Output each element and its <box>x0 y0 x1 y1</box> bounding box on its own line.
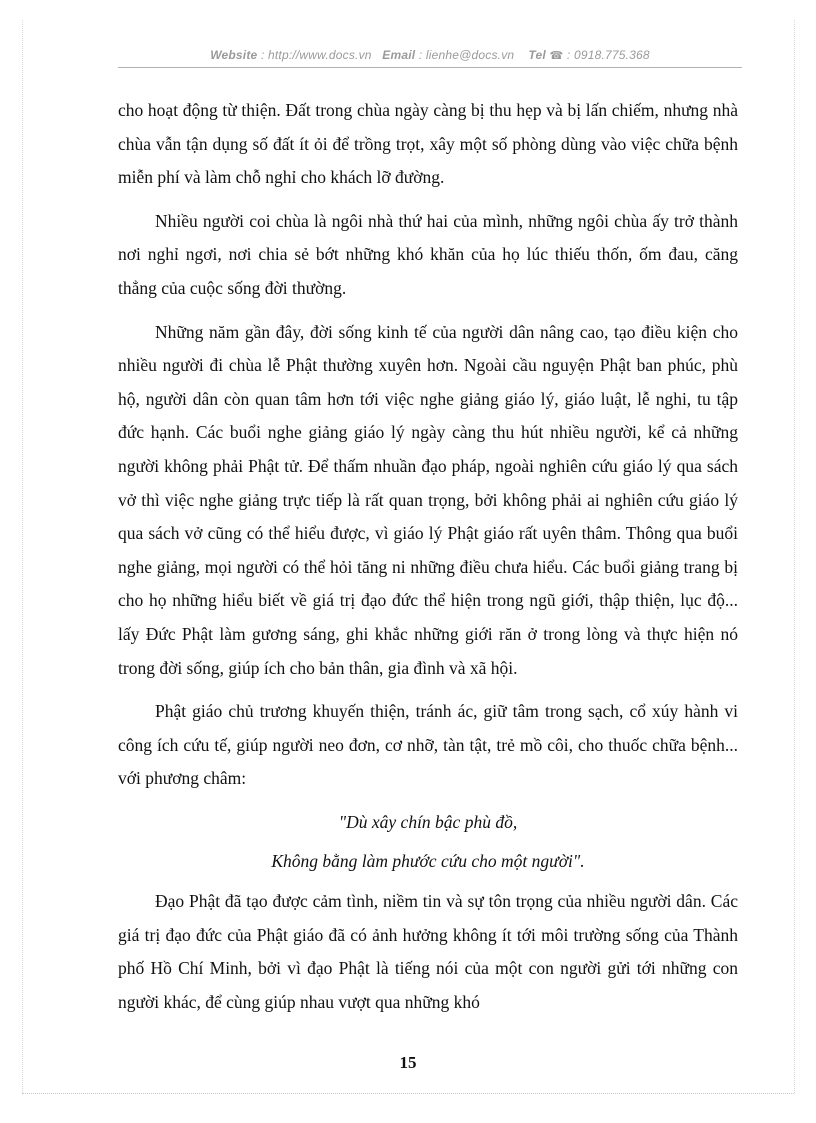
email-separator: : <box>415 48 426 62</box>
paragraph-2: Nhiều người coi chùa là ngôi nhà thứ hai của mình, những ngôi chùa ấy trở thành nơi nghỉ ngơi, nơi chia sẻ bớt những khó khăn của họ lúc thiếu thốn, ốm đau, căng thẳng của cuộc sống đời thường. <box>118 210 738 298</box>
tel-number: 0918.775.368 <box>573 48 650 62</box>
paragraph-3: Những năm gần đây, đời sống kinh tế của người dân nâng cao, tạo điều kiện cho nhiều người đi chùa lễ Phật thường xuyên hơn. Ngoài cầu nguyện Phật ban phúc, phù hộ, người dân còn quan tâm hơn tới việc nghe giảng giáo lý, giáo luật, lễ nghi, tu tập đức hạnh. Các buổi nghe giảng giáo lý ngày càng thu hút nhiều người, kể cả những người không phải Phật tử. Để thấm nhuần đạo pháp, ngoài nghiên cứu giáo lý qua sách vở thì việc nghe giảng trực tiếp là rất quan trọng, bởi không phải ai nghiên cứu giáo lý qua sách vở cũng có thể hiểu được, vì giáo lý Phật giáo rất uyên thâm. Thông qua buổi nghe giảng, mọi người có thể hỏi tăng ni những điều chưa hiểu. Các buổi giảng trang bị cho họ những hiểu biết về giá trị đạo đức thể hiện trong ngũ giới, thập thiện, lục độ... lấy Đức Phật làm gương sáng, ghi khắc những giới răn ở trong lòng và thực hiện nó trong đời sống, giúp ích cho bản thân, gia đình và xã hội. <box>118 321 738 678</box>
page-bottom-edge <box>22 1093 794 1094</box>
verse-line-1: "Dù xây chín bậc phù đồ, <box>338 811 518 832</box>
page-left-edge <box>22 20 23 1093</box>
website-url[interactable]: http://www.docs.vn <box>268 48 372 62</box>
document-body <box>118 94 738 1029</box>
page-header <box>118 48 742 64</box>
header-divider <box>118 67 742 68</box>
paragraph-1: cho hoạt động từ thiện. Đất trong chùa ngày càng bị thu hẹp và bị lấn chiếm, nhưng nhà chùa vẫn tận dụng số đất ít ỏi để trồng trọt, xây một số phòng dùng vào việc chữa bệnh miễn phí và làm chỗ nghỉ cho khách lỡ đường. <box>118 100 738 188</box>
tel-label: Tel <box>528 48 546 62</box>
tel-separator: : <box>563 48 574 62</box>
phone-icon: ☎ <box>549 50 564 62</box>
verse-line-2: Không bằng làm phước cứu cho một người". <box>271 851 585 872</box>
website-separator: : <box>257 48 269 62</box>
website-label: Website <box>210 48 258 62</box>
email-label: Email <box>382 48 416 62</box>
paragraph-4: Phật giáo chủ trương khuyến thiện, tránh ác, giữ tâm trong sạch, cổ xúy hành vi công ích cứu tế, giúp người neo đơn, cơ nhỡ, tàn tật, trẻ mồ côi, cho thuốc chữa bệnh... với phương châm: <box>118 701 738 789</box>
paragraph-5: Đạo Phật đã tạo được cảm tình, niềm tin và sự tôn trọng của nhiều người dân. Các giá trị đạo đức của Phật giáo đã có ảnh hưởng không ít tới môi trường sống của Thành phố Hồ Chí Minh, bởi vì đạo Phật là tiếng nói của một con người gửi tới những con người khác, để cùng giúp nhau vượt qua những khó <box>118 891 738 1012</box>
email-address[interactable]: lienhe@docs.vn <box>425 48 515 62</box>
page-right-edge <box>794 20 795 1093</box>
page-number: 15 <box>399 1053 417 1072</box>
